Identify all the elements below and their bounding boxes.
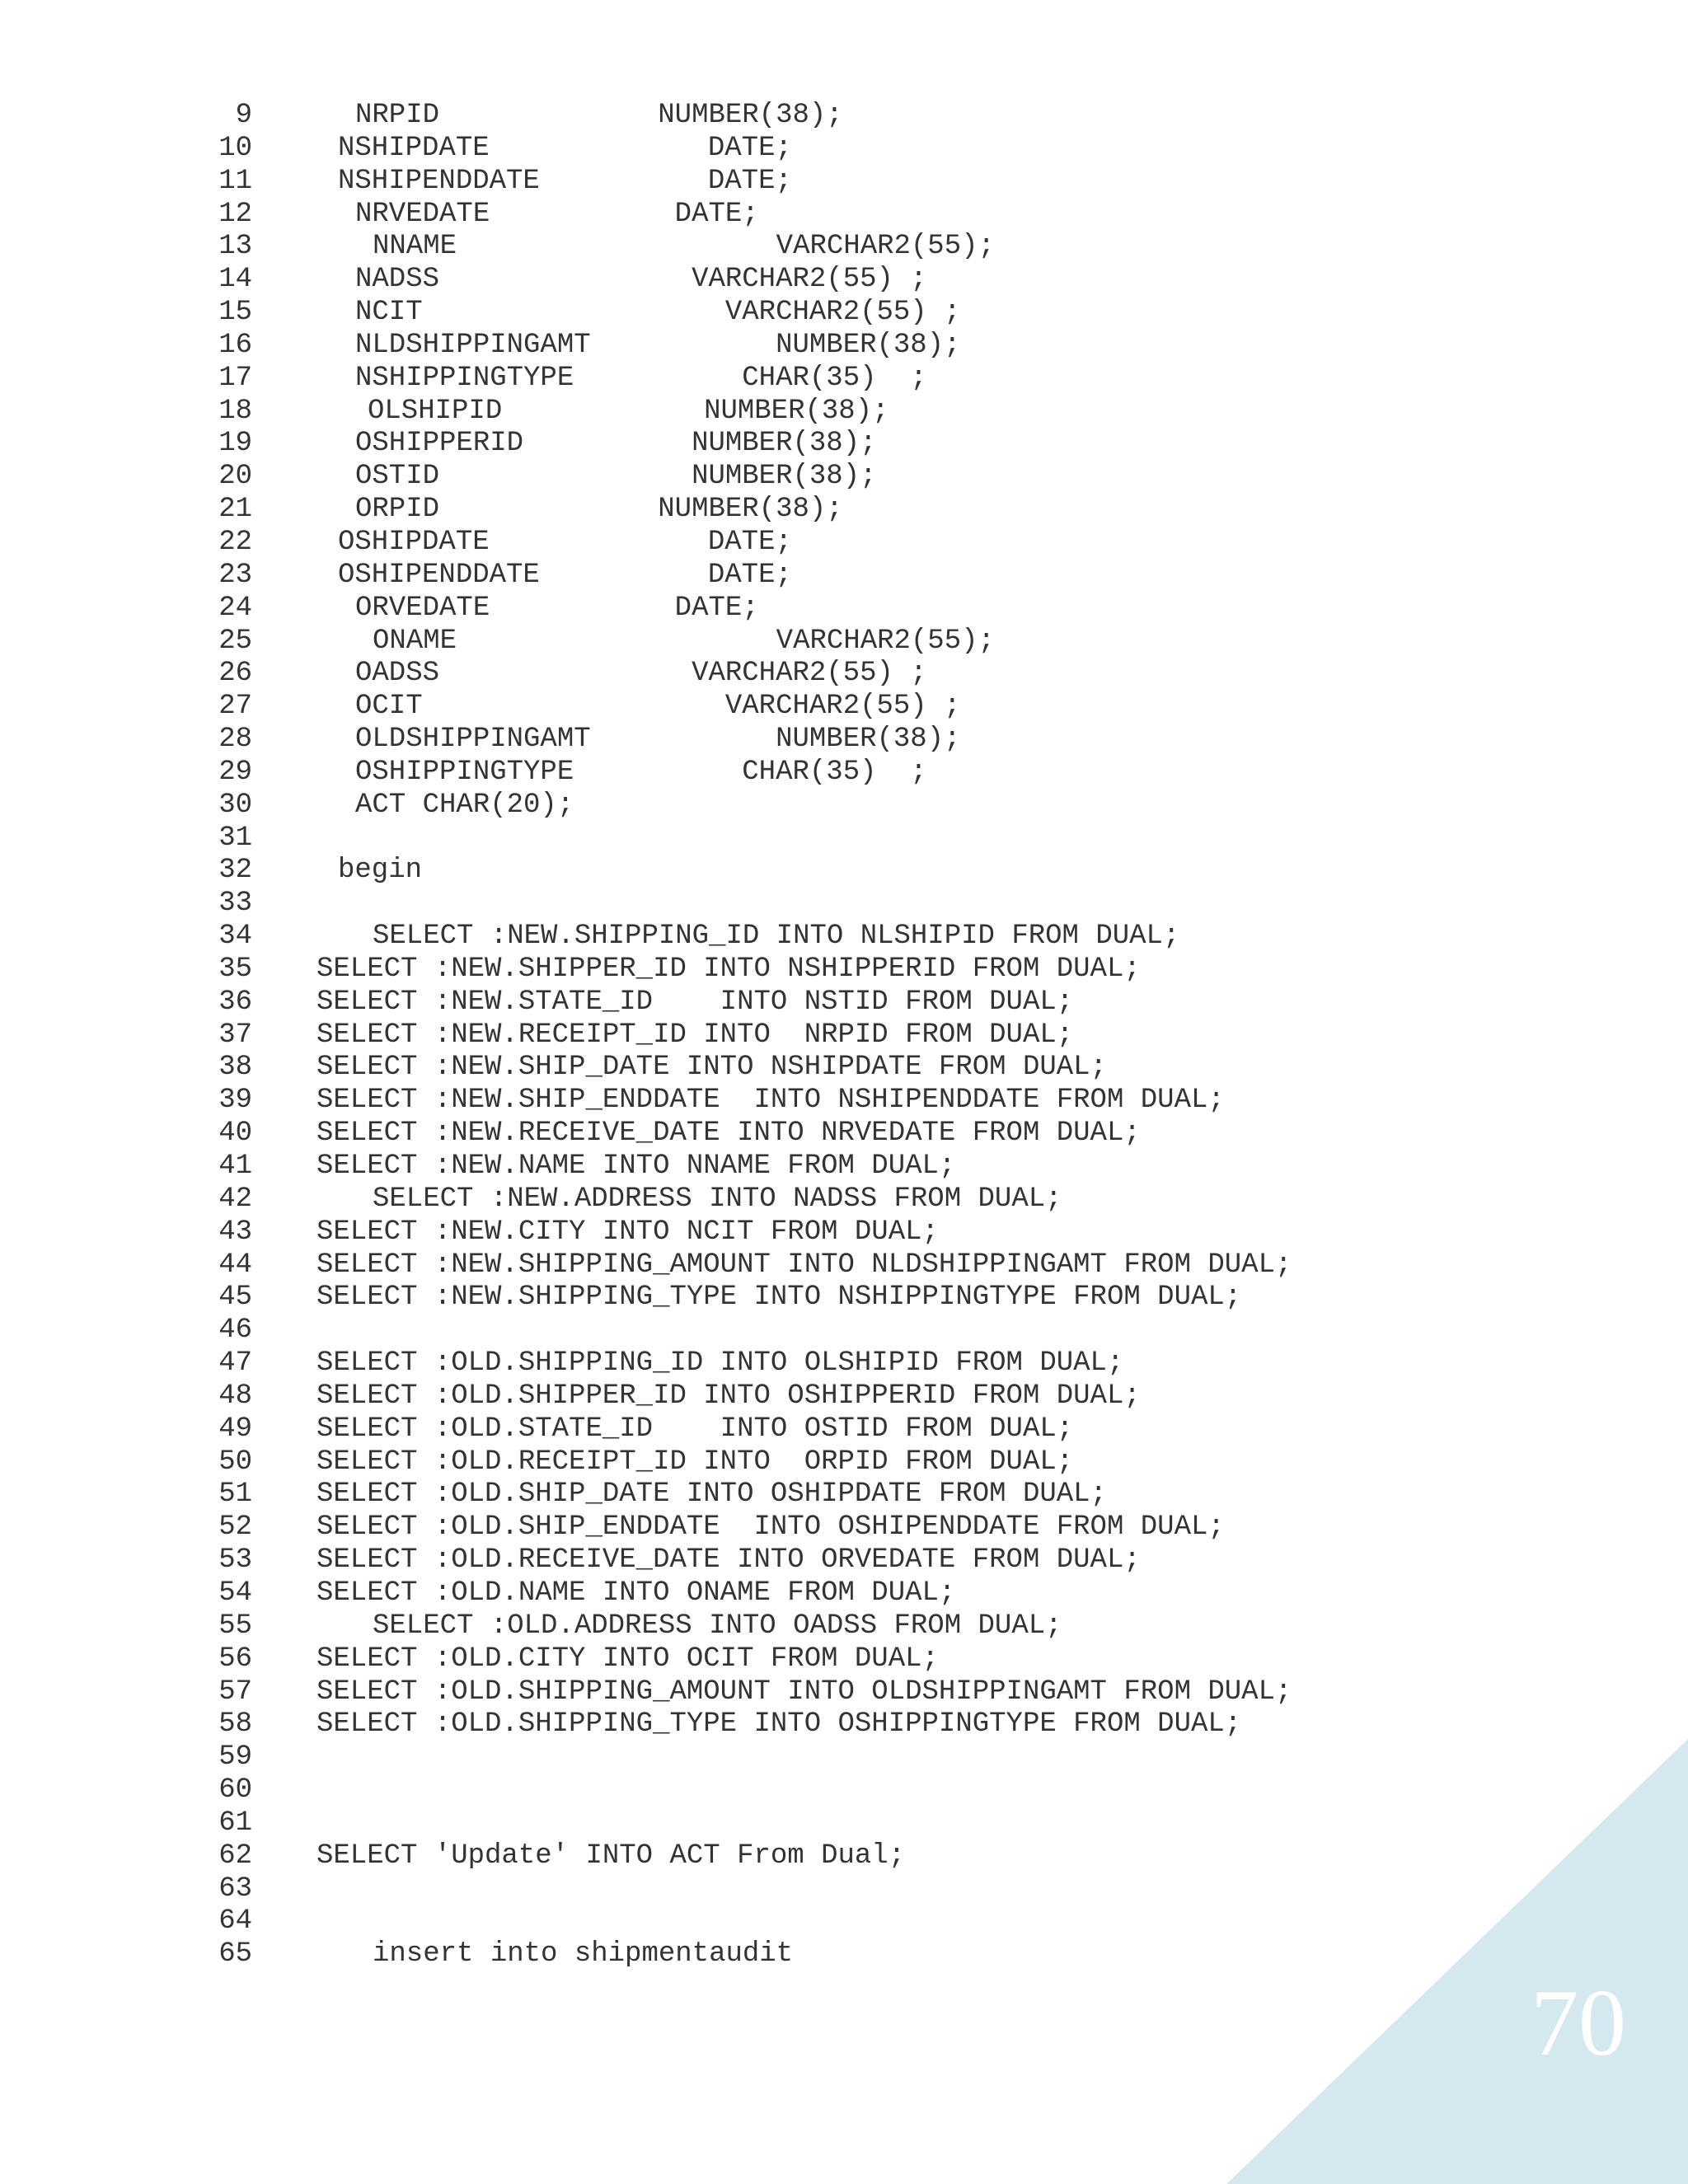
code-line [0, 199, 1484, 232]
code-line [0, 888, 1484, 921]
line-number: 47 [218, 1347, 252, 1380]
code-text: SELECT :OLD.SHIP_ENDDATE INTO OSHIPENDDATE FROM DUAL; [316, 1511, 1225, 1544]
code-text: ORVEDATE DATE; [355, 592, 759, 624]
code-text: OSHIPPINGTYPE CHAR(35) ; [355, 756, 927, 788]
code-line [0, 757, 1484, 790]
code-text: OSHIPDATE DATE; [338, 526, 792, 558]
code-text: SELECT :OLD.SHIPPING_TYPE INTO OSHIPPINGTYPE FROM DUAL; [316, 1708, 1242, 1741]
line-number: 21 [218, 494, 252, 526]
code-line [0, 1183, 1484, 1216]
line-number: 15 [218, 297, 252, 329]
code-text: SELECT :OLD.ADDRESS INTO OADSS FROM DUAL; [373, 1610, 1062, 1642]
code-line [0, 855, 1484, 888]
line-number: 35 [218, 953, 252, 985]
line-number: 40 [218, 1118, 252, 1150]
code-text: NSHIPDATE DATE; [338, 132, 792, 164]
line-number: 32 [218, 855, 252, 887]
line-number: 37 [218, 1019, 252, 1051]
code-line [0, 1413, 1484, 1446]
code-text: OSHIPPERID NUMBER(38); [355, 428, 877, 460]
line-number: 30 [218, 789, 252, 821]
code-text: NRPID NUMBER(38); [355, 100, 843, 131]
code-line [0, 1544, 1484, 1577]
code-line [0, 100, 1484, 133]
line-number: 48 [218, 1380, 252, 1412]
line-number: 12 [218, 198, 252, 230]
line-number: 36 [218, 986, 252, 1018]
code-text: NNAME VARCHAR2(55); [373, 231, 995, 263]
code-text: SELECT :NEW.SHIPPING_ID INTO NLSHIPID FROM DUAL; [373, 921, 1180, 953]
code-text: SELECT 'Update' INTO ACT From Dual; [316, 1840, 906, 1872]
code-line [0, 1610, 1484, 1643]
code-text: NRVEDATE DATE; [355, 198, 759, 230]
line-number: 19 [218, 428, 252, 460]
code-line [0, 494, 1484, 527]
code-text: OADSS VARCHAR2(55) ; [355, 658, 927, 690]
code-line [0, 1019, 1484, 1052]
page-number: 70 [1531, 1971, 1626, 2076]
code-line [0, 1380, 1484, 1413]
code-text: insert into shipmentaudit [373, 1938, 794, 1971]
line-number: 16 [218, 329, 252, 361]
line-number: 59 [218, 1741, 252, 1774]
code-line [0, 1511, 1484, 1544]
code-text: OCIT VARCHAR2(55) ; [355, 691, 961, 723]
code-text: SELECT :NEW.ADDRESS INTO NADSS FROM DUAL; [373, 1183, 1062, 1215]
code-line [0, 626, 1484, 658]
line-number: 62 [218, 1840, 252, 1872]
code-line [0, 1052, 1484, 1085]
line-number: 60 [218, 1774, 252, 1807]
code-line [0, 363, 1484, 396]
code-line [0, 790, 1484, 823]
code-text: SELECT :NEW.RECEIVE_DATE INTO NRVEDATE FROM DUAL; [316, 1118, 1141, 1150]
code-line [0, 1479, 1484, 1511]
code-line [0, 461, 1484, 494]
code-text: SELECT :NEW.SHIPPER_ID INTO NSHIPPERID FROM DUAL; [316, 953, 1141, 985]
code-line [0, 1577, 1484, 1610]
line-number: 45 [218, 1282, 252, 1314]
code-line [0, 987, 1484, 1019]
code-line [0, 724, 1484, 757]
code-text: SELECT :OLD.SHIPPER_ID INTO OSHIPPERID FROM DUAL; [316, 1380, 1141, 1412]
line-number: 34 [218, 921, 252, 953]
code-text: SELECT :NEW.SHIPPING_TYPE INTO NSHIPPINGTYPE FROM DUAL; [316, 1282, 1242, 1314]
code-text: SELECT :OLD.RECEIPT_ID INTO ORPID FROM DUAL; [316, 1446, 1074, 1478]
code-text: SELECT :OLD.NAME INTO ONAME FROM DUAL; [316, 1577, 956, 1609]
line-number: 22 [218, 526, 252, 558]
line-number: 33 [218, 888, 252, 920]
line-number: 51 [218, 1479, 252, 1511]
code-line [0, 1446, 1484, 1479]
code-line [0, 1151, 1484, 1183]
code-line [0, 1643, 1484, 1676]
code-line [0, 1249, 1484, 1282]
line-number: 54 [218, 1577, 252, 1609]
line-number: 43 [218, 1216, 252, 1248]
line-number: 10 [218, 132, 252, 164]
line-number: 42 [218, 1183, 252, 1215]
code-text: ONAME VARCHAR2(55); [373, 625, 995, 657]
code-line [0, 527, 1484, 560]
line-number: 38 [218, 1052, 252, 1084]
code-text: OSHIPENDDATE DATE; [338, 559, 792, 591]
code-line [0, 954, 1484, 987]
code-text: OLSHIPID NUMBER(38); [368, 395, 889, 427]
code-line [0, 658, 1484, 691]
code-text: SELECT :OLD.SHIPPING_ID INTO OLSHIPID FROM DUAL; [316, 1347, 1124, 1380]
line-number: 31 [218, 822, 252, 854]
code-text: ACT CHAR(20); [355, 789, 574, 821]
code-line [0, 166, 1484, 199]
code-line [0, 1282, 1484, 1315]
code-line [0, 1118, 1484, 1151]
code-text: SELECT :NEW.RECEIPT_ID INTO NRPID FROM DUAL; [316, 1019, 1074, 1051]
line-number: 26 [218, 658, 252, 690]
code-line [0, 1216, 1484, 1249]
code-text: NLDSHIPPINGAMT NUMBER(38); [355, 329, 961, 361]
code-line [0, 560, 1484, 593]
code-line [0, 823, 1484, 855]
code-text: NSHIPPINGTYPE CHAR(35) ; [355, 362, 927, 394]
line-number: 53 [218, 1544, 252, 1577]
code-line [0, 396, 1484, 429]
line-number: 11 [218, 165, 252, 197]
code-line [0, 330, 1484, 363]
line-number: 63 [218, 1872, 252, 1905]
line-number: 23 [218, 559, 252, 591]
code-text: SELECT :OLD.SHIP_DATE INTO OSHIPDATE FROM DUAL; [316, 1479, 1107, 1511]
line-number: 25 [218, 625, 252, 657]
line-number: 55 [218, 1610, 252, 1642]
code-line [0, 593, 1484, 626]
code-text: SELECT :OLD.STATE_ID INTO OSTID FROM DUAL; [316, 1413, 1074, 1445]
line-number: 28 [218, 724, 252, 756]
code-line [0, 264, 1484, 297]
line-number: 41 [218, 1151, 252, 1182]
code-line [0, 1315, 1484, 1347]
code-text: NSHIPENDDATE DATE; [338, 165, 792, 197]
code-line [0, 691, 1484, 724]
code-line [0, 1676, 1484, 1709]
line-number: 13 [218, 231, 252, 263]
code-line [0, 231, 1484, 264]
line-number: 39 [218, 1085, 252, 1117]
code-text: ORPID NUMBER(38); [355, 494, 843, 526]
code-line [0, 133, 1484, 166]
line-number: 44 [218, 1249, 252, 1281]
line-number: 14 [218, 264, 252, 296]
line-number: 18 [218, 395, 252, 427]
corner-decoration [1226, 1739, 1688, 2184]
code-listing [0, 100, 1484, 1971]
line-number: 17 [218, 362, 252, 394]
line-number: 29 [218, 756, 252, 788]
line-number: 24 [218, 592, 252, 624]
code-line [0, 1085, 1484, 1118]
line-number: 50 [218, 1446, 252, 1478]
code-line [0, 1708, 1484, 1741]
code-line [0, 921, 1484, 954]
code-line [0, 428, 1484, 461]
code-text: NADSS VARCHAR2(55) ; [355, 264, 927, 296]
code-line [0, 297, 1484, 330]
code-text: SELECT :NEW.SHIPPING_AMOUNT INTO NLDSHIPPINGAMT FROM DUAL; [316, 1249, 1292, 1281]
code-text: SELECT :NEW.SHIP_DATE INTO NSHIPDATE FROM DUAL; [316, 1052, 1107, 1084]
code-line [0, 1347, 1484, 1380]
line-number: 57 [218, 1675, 252, 1708]
line-number: 49 [218, 1413, 252, 1445]
line-number: 27 [218, 691, 252, 723]
code-text: SELECT :OLD.RECEIVE_DATE INTO ORVEDATE FROM DUAL; [316, 1544, 1141, 1577]
code-text: OSTID NUMBER(38); [355, 461, 877, 493]
line-number: 64 [218, 1905, 252, 1938]
code-text: begin [338, 855, 423, 887]
line-number: 56 [218, 1643, 252, 1675]
code-text: SELECT :NEW.SHIP_ENDDATE INTO NSHIPENDDATE FROM DUAL; [316, 1085, 1225, 1117]
line-number: 58 [218, 1708, 252, 1741]
code-text: SELECT :NEW.NAME INTO NNAME FROM DUAL; [316, 1151, 956, 1182]
code-text: SELECT :NEW.STATE_ID INTO NSTID FROM DUAL; [316, 986, 1074, 1018]
code-text: SELECT :OLD.SHIPPING_AMOUNT INTO OLDSHIPPINGAMT FROM DUAL; [316, 1675, 1292, 1708]
line-number: 65 [218, 1938, 252, 1971]
line-number: 52 [218, 1511, 252, 1544]
code-text: NCIT VARCHAR2(55) ; [355, 297, 961, 329]
line-number: 61 [218, 1807, 252, 1839]
code-text: OLDSHIPPINGAMT NUMBER(38); [355, 724, 961, 756]
line-number: 20 [218, 461, 252, 493]
code-text: SELECT :NEW.CITY INTO NCIT FROM DUAL; [316, 1216, 939, 1248]
line-number: 46 [218, 1315, 252, 1347]
code-text: SELECT :OLD.CITY INTO OCIT FROM DUAL; [316, 1643, 939, 1675]
line-number: 9 [235, 100, 252, 131]
